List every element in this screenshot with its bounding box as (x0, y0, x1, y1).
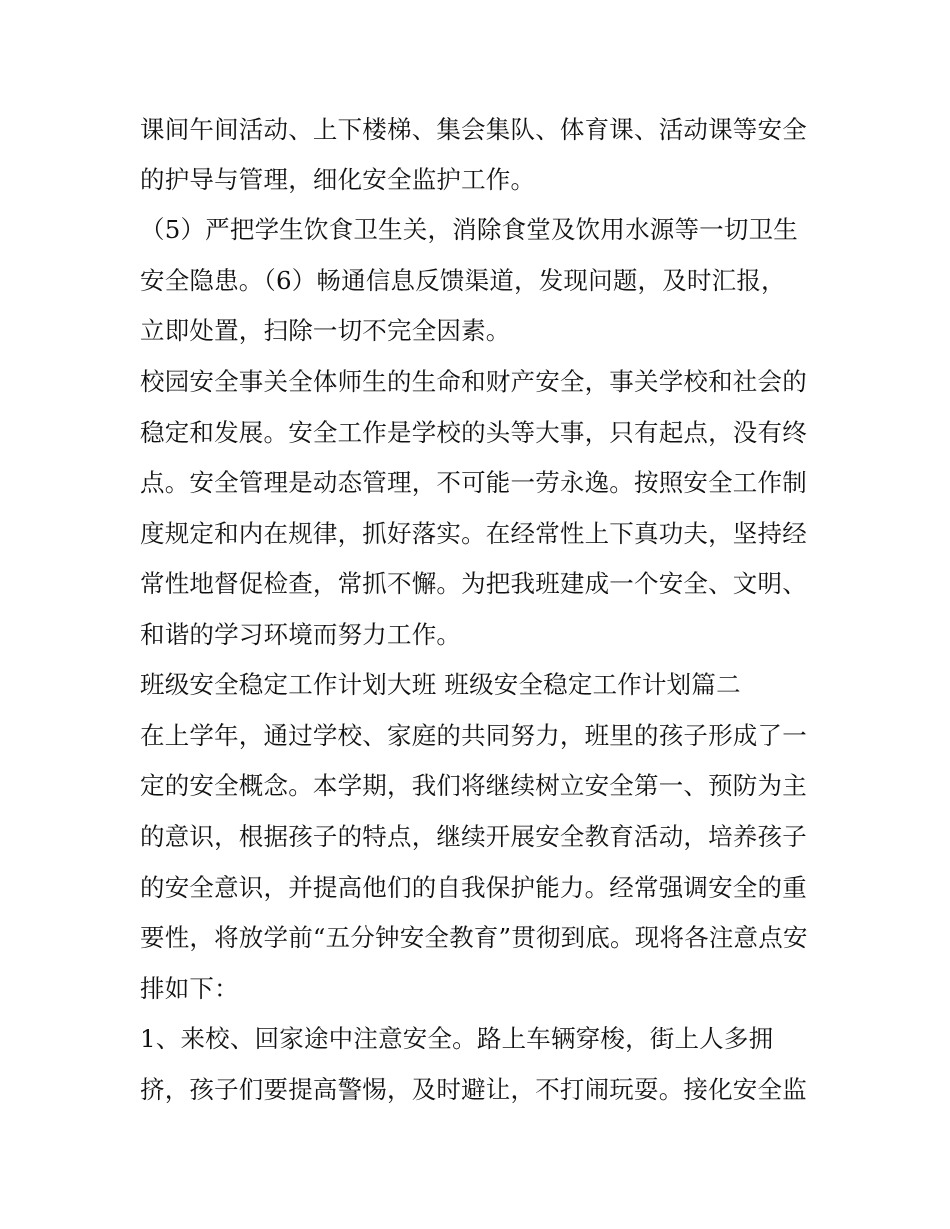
text-line: 稳定和发展。安全工作是学校的头等大事，只有起点，没有终 (140, 418, 807, 447)
text-line: 课间午间活动、上下楼梯、集会集队、体育课、活动课等安全 (140, 115, 807, 144)
text-line: 点。安全管理是动态管理，不可能一劳永逸。按照安全工作制 (140, 468, 807, 497)
text-line: 的安全意识，并提高他们的自我保护能力。经常强调安全的重 (140, 873, 807, 902)
text-line: 挤，孩子们要提高警惕，及时避让，不打闹玩耍。接化安全监 (140, 1075, 807, 1104)
text-line: （5）严把学生饮食卫生关，消除食堂及饮用水源等一切卫生 (140, 215, 798, 244)
text-line: 常性地督促检查，常抓不懈。为把我班建成一个安全、文明、 (140, 569, 807, 598)
text-line: 和谐的学习环境而努力工作。 (140, 620, 462, 649)
text-line: 排如下： (140, 974, 239, 1003)
text-line: 的护导与管理，细化安全监护工作。 (140, 165, 536, 194)
text-line: 1、来校、回家途中注意安全。路上车辆穿梭，街上人多拥 (140, 1024, 774, 1053)
text-line: 立即处置，扫除一切不完全因素。 (140, 316, 511, 345)
text-line: 校园安全事关全体师生的生命和财产安全，事关学校和社会的 (140, 367, 807, 396)
text-line: 安全隐患。（6）畅通信息反馈渠道，发现问题，及时汇报， (140, 266, 786, 295)
text-line: 的意识，根据孩子的特点，继续开展安全教育活动，培养孩子 (140, 822, 807, 851)
text-line: 度规定和内在规律，抓好落实。在经常性上下真功夫，坚持经 (140, 519, 807, 548)
text-line: 定的安全概念。本学期，我们将继续树立安全第一、预防为主 (140, 771, 807, 800)
text-line: 在上学年，通过学校、家庭的共同努力，班里的孩子形成了一 (140, 721, 807, 750)
text-line: 要性，将放学前“五分钟安全教育”贯彻到底。现将各注意点安 (140, 923, 808, 952)
section-heading: 班级安全稳定工作计划大班 班级安全稳定工作计划篇二 (140, 670, 741, 699)
